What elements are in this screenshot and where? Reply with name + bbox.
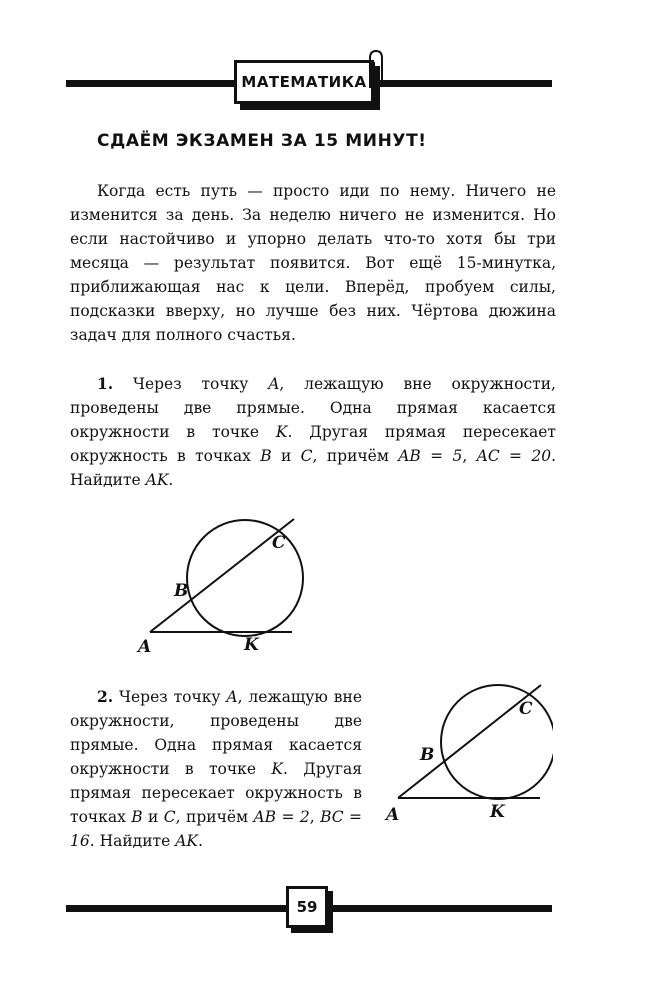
point-label: A <box>268 375 280 393</box>
page-number: 59 <box>286 886 328 928</box>
problem-2 <box>70 685 362 853</box>
point-label: C <box>163 808 176 826</box>
point-label-a: A <box>386 805 400 825</box>
footer-rule-right <box>328 905 552 912</box>
condition: AC = 20 <box>476 447 552 465</box>
page-title: СДАЁМ ЭКЗАМЕН ЗА 15 МИНУТ! <box>97 131 427 151</box>
problem-text: Через точку <box>113 688 227 706</box>
problem-text: , <box>462 447 477 465</box>
point-label: K <box>271 760 283 778</box>
header-rule-right <box>378 80 552 87</box>
point-label: K <box>275 423 288 441</box>
point-label: B <box>131 808 143 826</box>
point-label-c: C <box>519 699 533 719</box>
condition: BC = 16 <box>70 808 362 850</box>
point-label: A <box>226 688 238 706</box>
problem-number: 2. <box>97 687 114 706</box>
intro-paragraph <box>70 179 556 347</box>
problem-text: , причём <box>312 447 399 465</box>
condition: AB = 2 <box>253 808 310 826</box>
problem-text: . <box>168 471 174 489</box>
figure-1-circle-tangent-secant <box>130 510 305 660</box>
problem-text: , <box>309 808 321 826</box>
figure-2-circle-tangent-secant <box>378 680 553 830</box>
problem-1 <box>70 372 556 492</box>
problem-text: , причём <box>175 808 254 826</box>
point-label-a: A <box>138 637 152 657</box>
point-label: B <box>260 447 272 465</box>
condition: AB = 5 <box>398 447 463 465</box>
circle <box>441 685 553 799</box>
segment-label: AK <box>145 471 169 489</box>
header-rule-left <box>66 80 236 87</box>
point-label-k: K <box>490 802 505 822</box>
problem-text: . Другая прямая пересекает окружность в точках <box>70 760 363 826</box>
problem-text: . Найдите <box>70 447 557 489</box>
problem-text: , лежащую вне окружности, проведены две прямые. Одна прямая касается окружности в точке <box>70 375 556 441</box>
section-header-label: МАТЕМАТИКА <box>234 60 374 104</box>
segment-label: AK <box>175 832 199 850</box>
point-label-b: B <box>420 745 435 765</box>
problem-text: и <box>271 447 301 465</box>
paperclip-icon <box>364 48 388 92</box>
problem-text: Через точку <box>113 375 269 393</box>
problem-text: и <box>142 808 164 826</box>
point-label-b: B <box>174 581 189 601</box>
point-label-c: C <box>272 533 286 553</box>
problem-text: , лежащую вне окружности, проведены две прямые. Одна прямая касается окружности в точке <box>70 688 362 778</box>
point-label: C <box>300 447 313 465</box>
problem-number: 1. <box>97 374 114 393</box>
problem-text: . <box>198 832 203 850</box>
problem-text: . Найдите <box>89 832 176 850</box>
footer-rule-left <box>66 905 288 912</box>
intro-text: Когда есть путь — просто иди по нему. Ничего не изменится за день. За неделю ничего не изменится. Но если настойчиво и упорно делать что-то хотя бы три месяца — результат появится. Вот ещё 15-минутка, приближающая нас к цели. Вперёд, пробуем силы, подсказки вверху, но лучше без них. Чёртова дюжина задач для полного счастья. <box>70 182 556 344</box>
point-label-k: K <box>244 635 259 655</box>
circle <box>187 520 303 636</box>
problem-text: . Другая прямая пересекает окружность в точках <box>70 423 557 465</box>
